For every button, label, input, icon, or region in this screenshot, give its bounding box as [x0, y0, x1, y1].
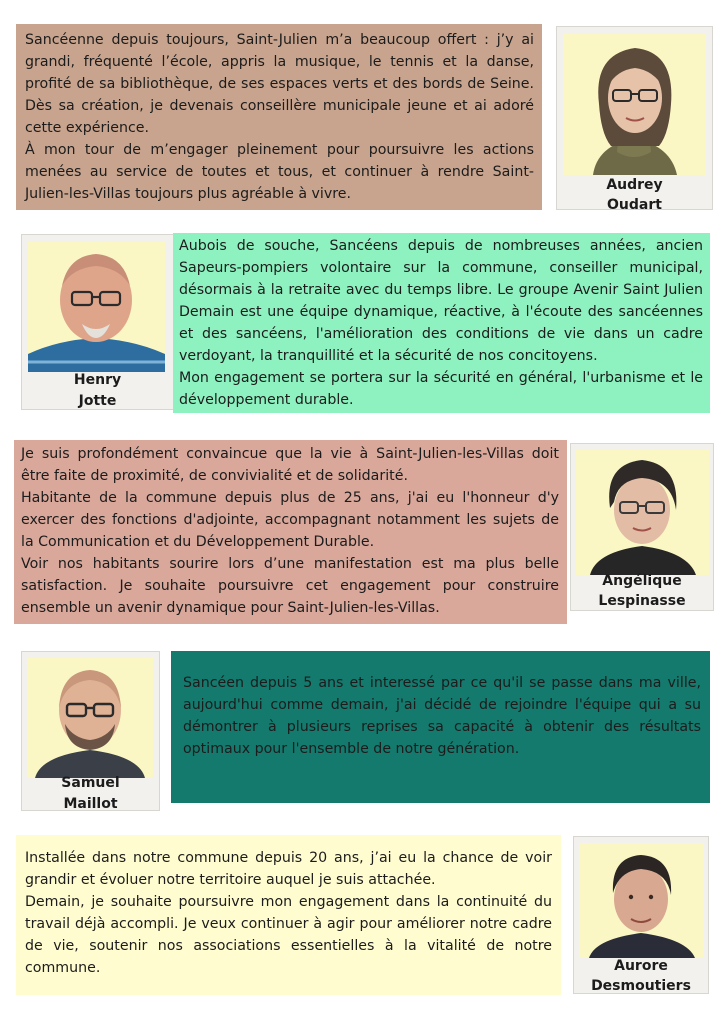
woman-portrait-icon [579, 843, 704, 958]
member-name-audrey [557, 175, 712, 215]
first-name: Aurore [614, 958, 668, 974]
first-name: Audrey [606, 177, 663, 193]
bio-paragraph: À mon tour de m’engager pleinement pour poursuivre les actions menées au service de toutes et tous, et continuer à rendre Saint-Julien-les-Villas toujours plus agréable à vivre. [25, 142, 534, 202]
member-name-samuel [22, 773, 159, 815]
bio-paragraph: Demain, je souhaite poursuivre mon engagement dans la continuité du travail déjà accompli. Je veux continuer à agir pour améliorer notre cadre de vie, soutenir nos associations essentielles à la vitalité de notre commune. [25, 894, 552, 976]
bio-text-samuel [171, 651, 710, 803]
last-name: Lespinasse [598, 593, 686, 609]
last-name: Jotte [78, 393, 117, 409]
first-name: Henry [73, 372, 122, 388]
man-portrait-icon [28, 242, 165, 372]
portrait-samuel [27, 658, 153, 778]
woman-portrait-icon [563, 34, 706, 175]
member-name-angelique [571, 571, 713, 611]
bio-text-aurore [16, 835, 561, 995]
woman-portrait-icon [576, 450, 709, 575]
bio-paragraph: Aubois de souche, Sancéens depuis de nombreuses années, ancien Sapeurs-pompiers volontaire sur la commune, conseiller municipal, désormais à la retraite avec du temps libre. Le groupe Avenir Saint Julien Demain est une équipe dynamique, réactive, à l'écoute des sancéennes et des sancéens, l'amélioration des conditions de vie dans un cadre verdoyant, la tranquillité et la sécurité de nos concitoyens. [179, 238, 703, 364]
bio-text-audrey [16, 24, 542, 210]
profile-card-samuel [21, 651, 160, 811]
last-name: Oudart [607, 197, 662, 213]
bio-paragraph: Je suis profondément convaincue que la vie à Saint-Julien-les-Villas doit être faite de proximité, de convivialité et de solidarité. [21, 446, 559, 484]
bio-text-henry [173, 233, 710, 413]
profile-card-aurore [573, 836, 709, 994]
bio-paragraph: Mon engagement se portera sur la sécurité en général, l'urbanisme et le développement durable. [179, 370, 703, 408]
portrait-aurore [579, 843, 704, 958]
profile-card-henry [21, 234, 174, 410]
member-name-aurore [574, 956, 708, 996]
bio-paragraph: Sancéenne depuis toujours, Saint-Julien m’a beaucoup offert : j’y ai grandi, fréquenté l’école, appris la musique, le tennis et la danse, profité de sa bibliothèque, de ses espaces verts et des bords de Seine. Dès sa création, je devenais conseillère municipale jeune et ai adoré cette expérience. [25, 32, 534, 136]
first-name: Angélique [602, 573, 682, 589]
portrait-audrey [563, 34, 706, 175]
portrait-angelique [576, 450, 709, 575]
first-name: Samuel [61, 775, 120, 791]
bio-paragraph: Sancéen depuis 5 ans et interessé par ce qu'il se passe dans ma ville, aujourd'hui comme demain, j'ai décidé de rejoindre l'équipe qui a su démontrer à plusieurs reprises sa capacité à obtenir des résultats optimaux pour l'ensemble de notre génération. [183, 675, 701, 757]
last-name: Desmoutiers [591, 978, 691, 994]
bio-paragraph: Voir nos habitants sourire lors d’une manifestation est ma plus belle satisfaction. Je souhaite poursuivre cet engagement pour construire ensemble un avenir dynamique pour Saint-Julien-les-Villas. [21, 556, 559, 616]
bio-text-angelique [14, 440, 567, 624]
man-portrait-icon [27, 658, 153, 778]
profile-card-angelique [570, 443, 714, 611]
last-name: Maillot [63, 796, 118, 812]
profile-card-audrey [556, 26, 713, 213]
bio-paragraph: Installée dans notre commune depuis 20 ans, j’ai eu la chance de voir grandir et évoluer notre territoire auquel je suis attachée. [25, 850, 552, 888]
bio-paragraph: Habitante de la commune depuis plus de 25 ans, j'ai eu l'honneur d'y exercer des fonctions d'adjointe, accompagnant notamment les sujets de la Communication et du Développement Durable. [21, 490, 559, 550]
member-name-henry [22, 370, 173, 412]
portrait-henry [28, 242, 165, 372]
